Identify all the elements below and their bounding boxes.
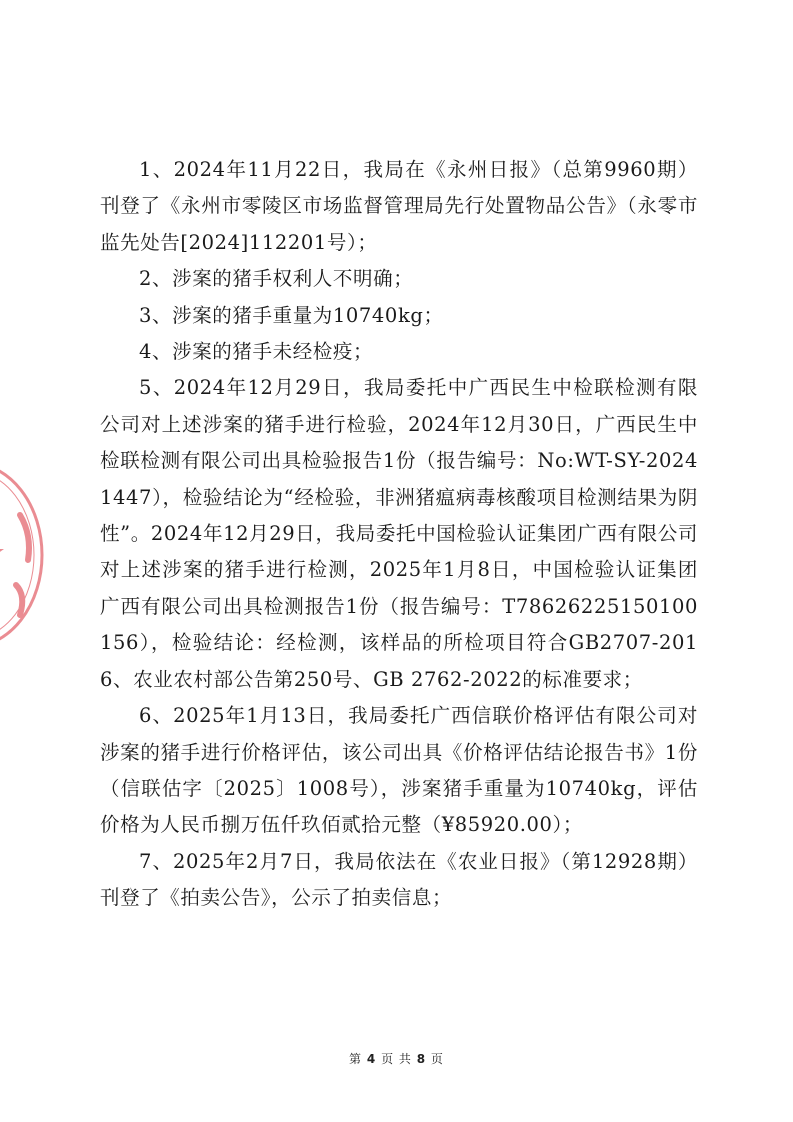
- paragraph-7: 7、2025年2月7日，我局依法在《农业日报》（第12928期）刊登了《拍卖公告》，公示了拍卖信息；: [100, 849, 698, 910]
- total-page-count: 8: [416, 1052, 427, 1066]
- paragraph-6: 6、2025年1月13日，我局委托广西信联价格评估有限公司对涉案的猪手进行价格评估，该公司出具《价格评估结论报告书》1份（信联估字〔2025〕1008号），涉案猪手重量为10740kg，评估价格为人民币捌万伍仟玖佰贰拾元整（¥85920.00）；: [100, 704, 698, 837]
- footer-prefix: 第: [349, 1052, 363, 1066]
- current-page-number: 4: [366, 1052, 377, 1066]
- footer-middle: 页 共: [381, 1052, 412, 1066]
- paragraph-2: 2、涉案的猪手权利人不明确；: [139, 267, 414, 291]
- red-seal-stamp: [0, 455, 50, 655]
- paragraph-1: 1、2024年11月22日，我局在《永州日报》（总第9960期）刊登了《永州市零陵区市场监督管理局先行处置物品公告》（永零市监先处告[2024]112201号）；: [100, 158, 698, 254]
- paragraph-4: 4、涉案的猪手未经检疫；: [139, 340, 374, 364]
- paragraph-5: 5、2024年12月29日，我局委托中广西民生中检联检测有限公司对上述涉案的猪手进行检验，2024年12月30日，广西民生中检联检测有限公司出具检验报告1份（报告编号：No:WT-SY-20241447），检验结论为“经检验，非洲猪瘟病毒核酸项目检测结果为阴性”。2024年12月29日，我局委托中国检验认证集团广西有限公司对上述涉案的猪手进行检测，2025年1月8日，中国检验认证集团广西有限公司出具检测报告1份（报告编号：T78626225150100156），检验结论：经检测，该样品的所检项目符合GB2707-2016、农业农村部公告第250号、GB 2762-2022的标准要求；: [100, 376, 698, 691]
- paragraph-3: 3、涉案的猪手重量为10740kg；: [139, 303, 444, 327]
- footer-suffix: 页: [430, 1052, 444, 1066]
- page-footer: [0, 1050, 793, 1067]
- document-body: [100, 152, 698, 917]
